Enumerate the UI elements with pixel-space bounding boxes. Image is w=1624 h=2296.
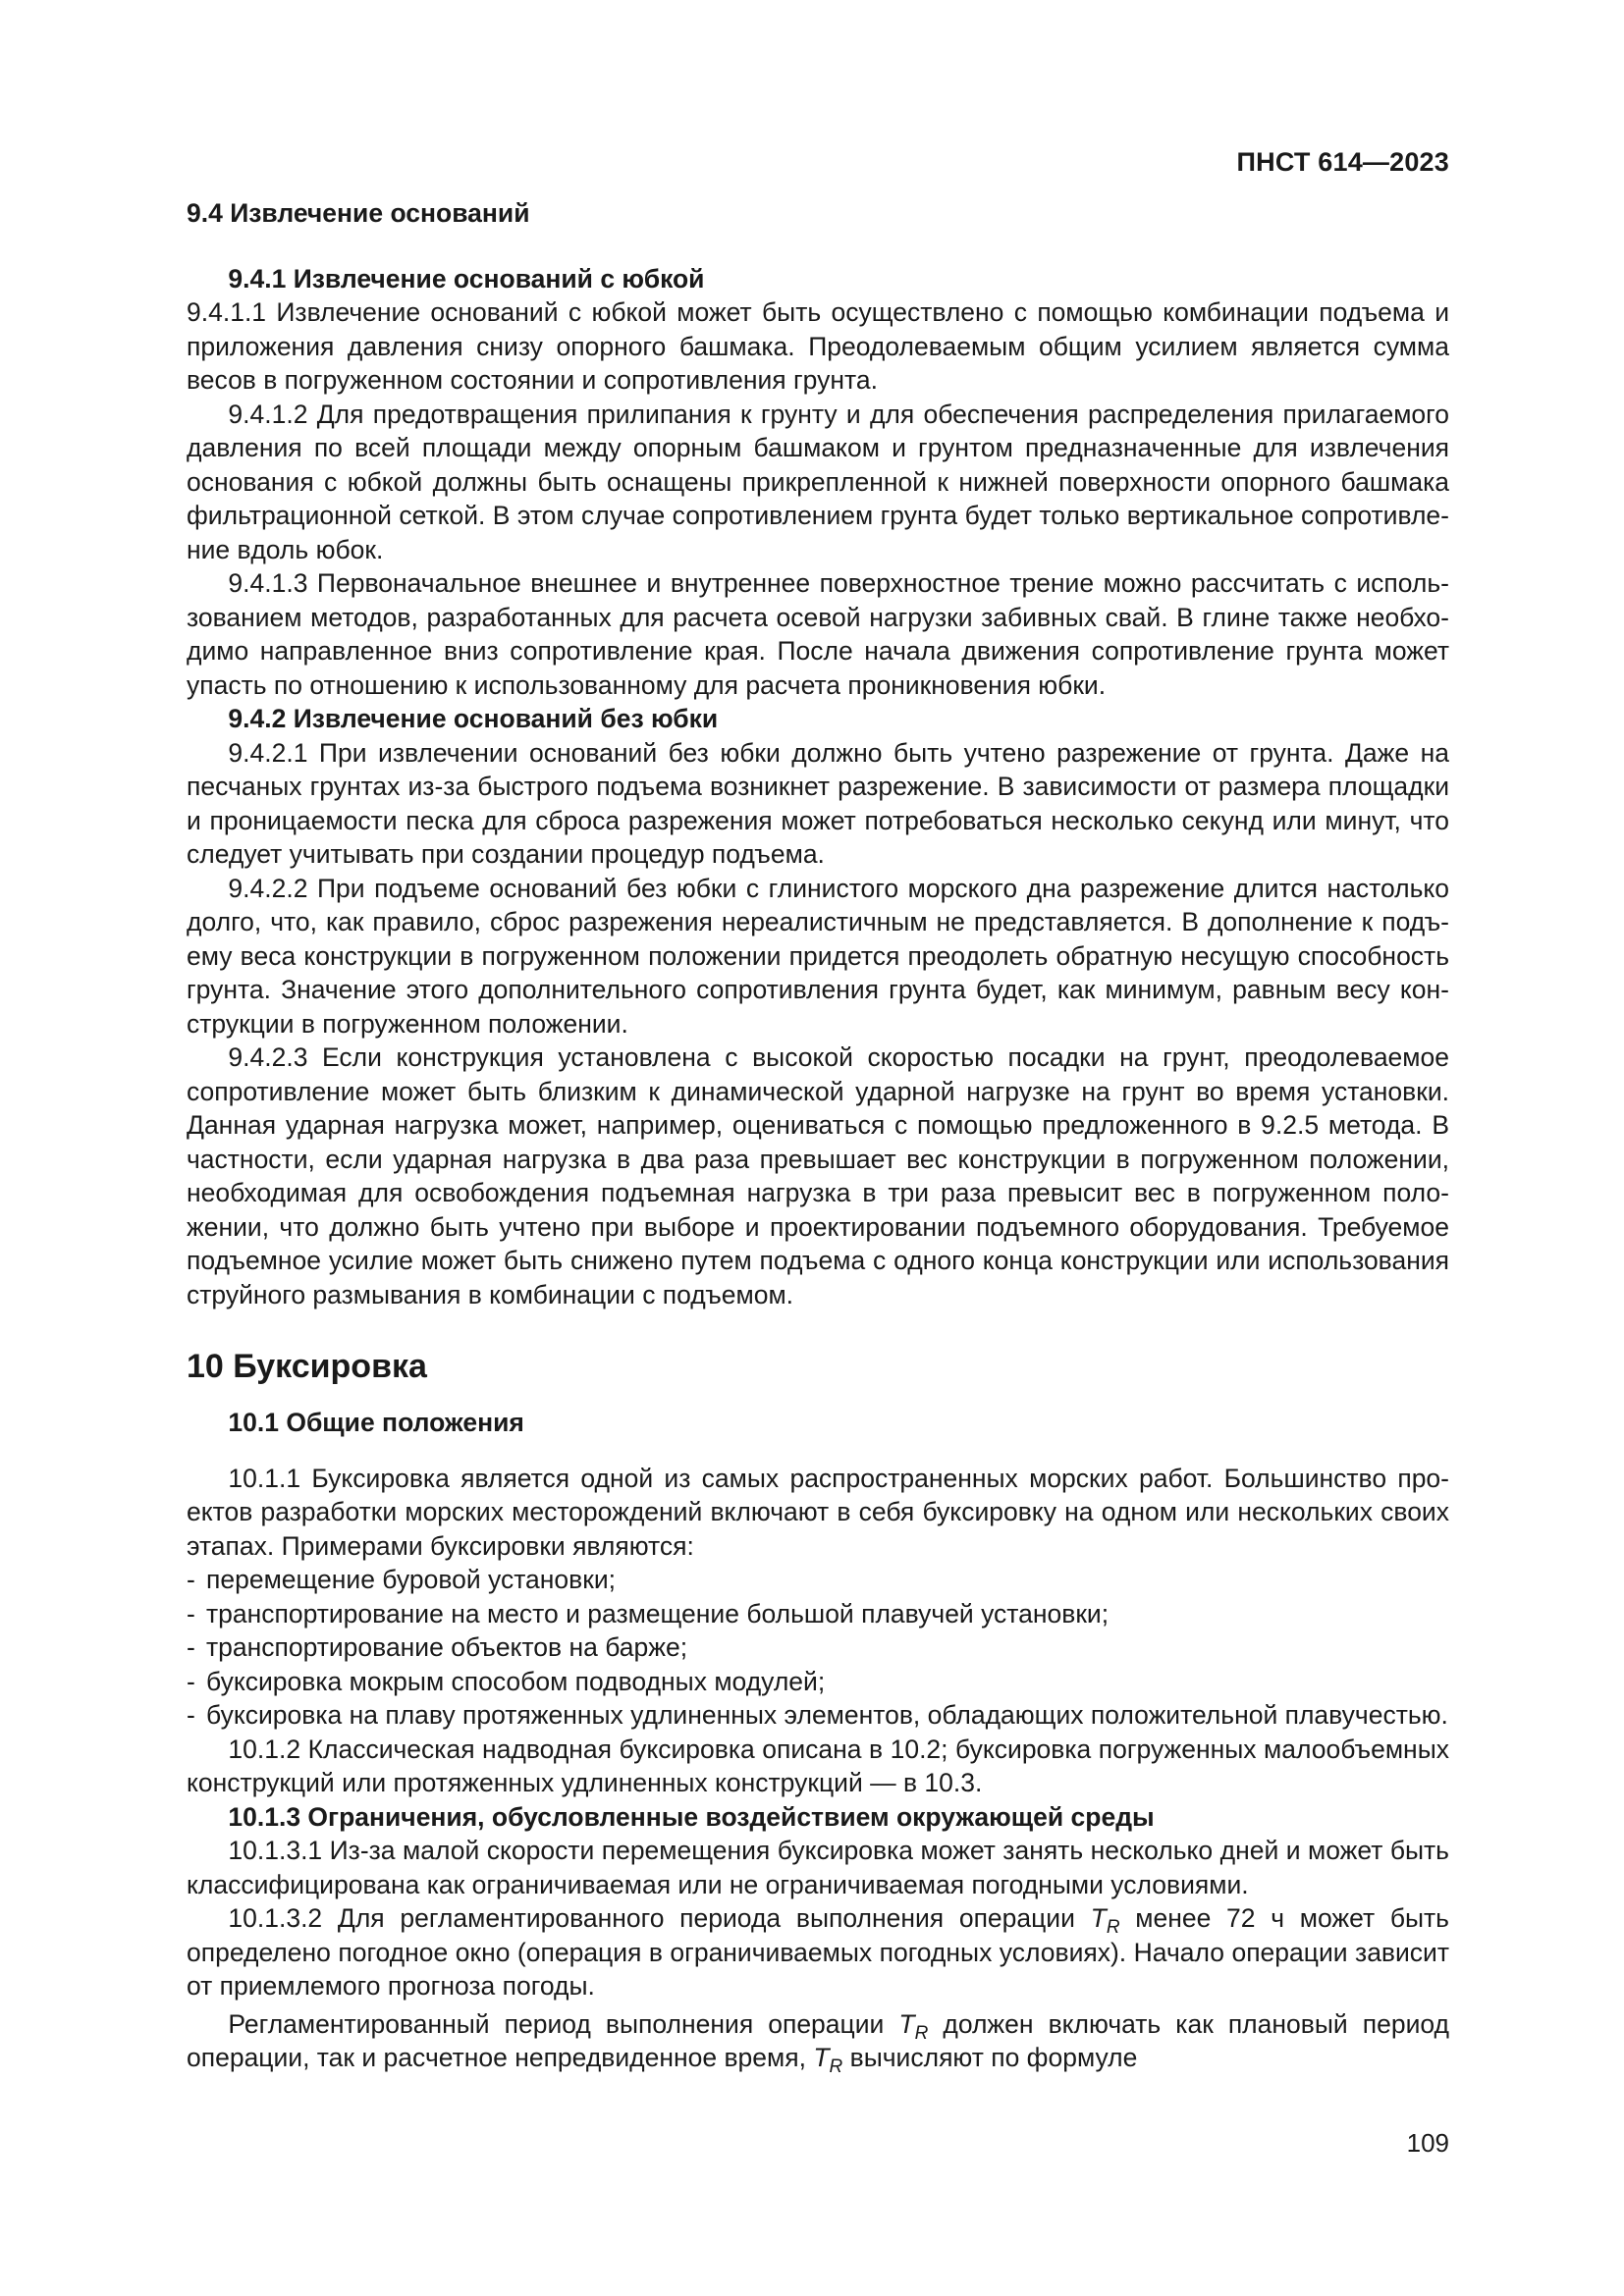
paragraph-9-4-1-2: 9.4.1.2 Для предотвращения прилипания к грунту и для обеспечения распределения прилагаемого давления по всей площади между опорным башмаком и грунтом предназначенные для извлечения основания с юбкой должны быть оснащены прикрепленной к нижней поверхности опорного башмака фильтрационной сеткой. В этом случае сопротивлением грунта будет только вертикальное сопротивление вдоль юбок. [187, 399, 1449, 564]
paragraph-9-4-2-3: 9.4.2.3 Если конструкция установлена с высокой скоростью посадки на грунт, преодолеваемое сопротивление может быть близким к динамической ударной нагрузке на грунт во время установки. Данная ударная нагрузка может, например, оцениваться с помощью предложенного в 9.2.5 метода. В частности, если ударная нагрузка в два раза превышает вес конструкции в погруженном положении, необходимая для освобождения подъемная нагрузка в три раза превысит вес в погруженном положении, что должно быть учтено при выборе и проектировании подъемного оборудования. Требуемое подъемное усилие может быть снижено путем подъема с одного конца конструкции или использования струйного размывания в комбинации с подъемом. [187, 1042, 1449, 1309]
paragraph-9-4-1-3: 9.4.1.3 Первоначальное внешнее и внутреннее поверхностное трение можно рассчитать с использованием методов, разработанных для расчета осевой нагрузки забивных свай. В глине также необходимо направленное вниз сопротивление края. После начала движения сопротивление грунта может упасть по отношению к использованному для расчета проникновения юбки. [187, 568, 1449, 700]
heading-9-4-2: 9.4.2 Извлечение оснований без юбки [228, 704, 719, 733]
paragraph-10-1-3-1: 10.1.3.1 Из-за малой скорости перемещения буксировка может занять несколько дней и может быть классифицирована как ограничиваемая или не ограничиваемая погодными условиями. [187, 1836, 1449, 1899]
list-marker: - [187, 1700, 195, 1730]
paragraph-10-1-1: 10.1.1 Буксировка является одной из самых распространенных морских работ. Большинство проектов разработки морских месторождений включают в себя буксировку на одном или нескольких своих этапах. Примерами буксировки являются: [187, 1463, 1449, 1561]
page-body [187, 147, 1449, 2075]
list-item: - перемещение буровой установки; [187, 1563, 1449, 1597]
list-marker: - [187, 1666, 195, 1696]
page-number: 109 [1406, 2128, 1449, 2158]
variable-tr: $T_R$ [898, 2008, 929, 2044]
heading-10-1-3: 10.1.3 Ограничения, обусловленные воздействием окружающей среды [228, 1801, 1155, 1832]
paragraph-9-4-2-2: 9.4.2.2 При подъеме оснований без юбки с глинистого морского дна разрежение длится настолько долго, что, как правило, сброс разрежения нереалистичным не представляется. В дополнение к подъему веса конструкции в погруженном положении придется преодолеть обратную несущую способность грунта. Значение этого дополнительного сопротивления грунта будет, как минимум, равным весу конструкции в погруженном положении. [187, 873, 1449, 1039]
paragraph-9-4-2-1: 9.4.2.1 При извлечении оснований без юбки должно быть учтено разрежение от грунта. Даже на песчаных грунтах из-за быстрого подъема возникнет разрежение. В зависимости от размера площадки и проницаемости песка для сброса разрежения может потребоваться несколько секунд или минут, что следует учитывать при создании процедур подъема. [187, 737, 1449, 869]
list-item: - буксировка на плаву протяженных удлиненных элементов, обладающих положительной плавучестью. [187, 1698, 1449, 1733]
paragraph-tr-definition: Регламентированный период выполнения операции $T_R$ должен включать как плановый период операции, так и расчетное непредвиденное время, $T_R$ вычисляют по формуле [187, 2008, 1449, 2077]
paragraph-10-1-2: 10.1.2 Классическая надводная буксировка описана в 10.2; буксировка погруженных малообъемных конструкций или протяженных удлиненных конструкций — в 10.3. [187, 1734, 1449, 1797]
list-marker: - [187, 1632, 195, 1662]
list-item: - транспортирование объектов на барже; [187, 1630, 1449, 1665]
variable-tr: $T_R$ [813, 2043, 843, 2077]
document-code: ПНСТ 614—2023 [1236, 147, 1449, 177]
heading-9-4-1: 9.4.1 Извлечение оснований с юбкой [228, 263, 705, 294]
heading-10-1: 10.1 Общие положения [228, 1408, 524, 1437]
paragraph-10-1-3-2: 10.1.3.2 Для регламентированного периода выполнения операции $T_R$ менее 72 ч может быть определено погодное окно (операция в ограничиваемых погодных условиях). Начало операции зависит от приемлемого прогноза погоды. [187, 1903, 1449, 2001]
list-item: - буксировка мокрым способом подводных модулей; [187, 1665, 1449, 1699]
heading-10: 10 Буксировка [187, 1348, 427, 1385]
list-marker: - [187, 1598, 195, 1629]
list-marker: - [187, 1565, 195, 1594]
paragraph-9-4-1-1: 9.4.1.1 Извлечение оснований с юбкой может быть осуществлено с помощью комбинации подъема и приложения давления снизу опорного башмака. Преодолеваемым общим усилием является сумма весов в погруженном состоянии и сопротивления грунта. [187, 297, 1449, 395]
variable-tr: $T_R$ [1090, 1903, 1120, 1938]
examples-list [187, 1563, 1449, 1733]
heading-9-4: 9.4 Извлечение оснований [187, 198, 530, 228]
list-item: - транспортирование на место и размещение большой плавучей установки; [187, 1597, 1449, 1631]
